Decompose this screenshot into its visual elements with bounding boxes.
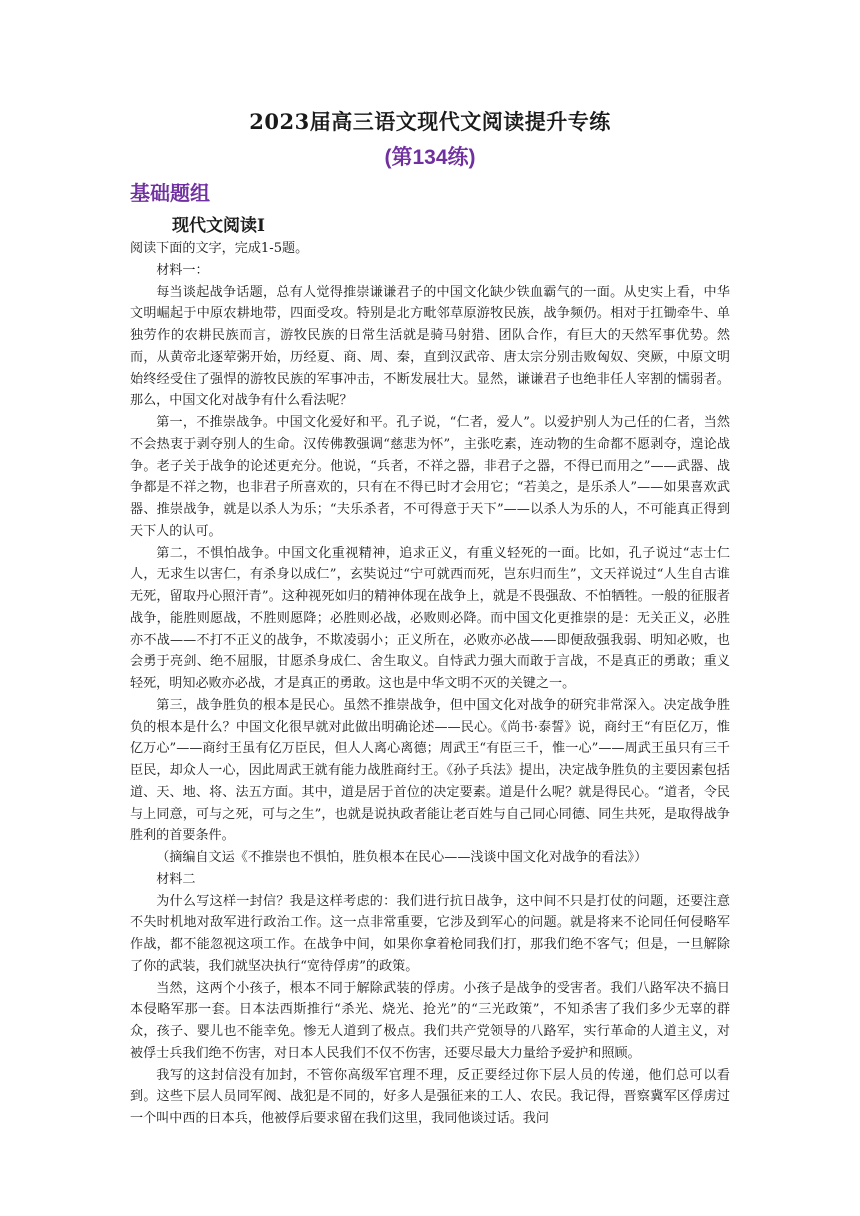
section-heading: 基础题组 [130, 181, 210, 205]
document-subtitle: (第134练) [384, 146, 476, 169]
paragraph: 第三，战争胜负的根本是民心。虽然不推崇战争，但中国文化对战争的研究非常深入。决定战争胜负的根本是什么？中国文化很早就对此做出明确论述——民心。《尚书·泰誓》说，商纣王“有臣亿万，惟亿万心”——商纣王虽有亿万臣民，但人人离心离德；周武王“有臣三千，惟一心”——周武王虽只有三千臣民，却众人一心，因此周武王就有能力战胜商纣王。《孙子兵法》提出，决定战争胜负的主要因素包括道、天、地、将、法五方面。其中，道是居于首位的决定要素。道是什么呢？就是得民心。“道者，令民与上同意，可与之死，可与之生”，也就是说执政者能让老百姓与自己同心同德、同生共死，是取得战争胜利的首要条件。 [130, 697, 730, 844]
document-body [130, 238, 730, 1130]
paragraph: 第二，不惧怕战争。中国文化重视精神，追求正义，有重义轻死的一面。比如，孔子说过“志士仁人，无求生以害仁，有杀身以成仁”，玄奘说过“宁可就西而死，岂东归而生”，文天祥说过“人生自古谁无死，留取丹心照汗青”。这种视死如归的精神体现在战争上，就是不畏强敌、不怕牺牲。一般的征服者战争，能胜则愿战，不胜则愿降；必胜则必战，必败则必降。而中国文化更推崇的是：无关正义，必胜亦不战——不打不正义的战争，不欺凌弱小；正义所在，必败亦必战——即便敌强我弱、明知必败，也会勇于亮剑、绝不屈服，甘愿杀身成仁、舍生取义。自恃武力强大而敢于言战，不是真正的勇敢；重义轻死，明知必败亦必战，才是真正的勇敢。这也是中华文明不灭的关键之一。 [130, 545, 730, 691]
material-two-label: 材料二 [156, 871, 196, 887]
paragraph: 第一，不推崇战争。中国文化爱好和平。孔子说，“仁者，爱人”。以爱护别人为己任的仁者，当然不会热衷于剥夺别人的生命。汉传佛教强调“慈悲为怀”，主张吃素，连动物的生命都不愿剥夺，遑论战争。老子关于战争的论述更充分。他说，“兵者，不祥之器，非君子之器，不得已而用之”——武器、战争都是不祥之物，也非君子所喜欢的，只有在不得已时才会用它；“若美之，是乐杀人”——如果喜欢武器、推崇战争，就是以杀人为乐；“夫乐杀者，不可得意于天下”——以杀人为乐的人，不可能真正得到天下人的认可。 [130, 415, 730, 539]
paragraph: 为什么写这样一封信？我是这样考虑的：我们进行抗日战争，这中间不只是打仗的问题，还要注意不失时机地对敌军进行政治工作。这一点非常重要，它涉及到军心的问题。就是将来不论同任何侵略军作战，都不能忽视这项工作。在战争中间，如果你拿着枪同我们打，那我们绝不客气；但是，一旦解除了你的武装，我们就坚决执行“宽待俘虏”的政策。 [130, 893, 730, 974]
document-title: 2023届高三语文现代文阅读提升专练 [249, 109, 611, 134]
reading-heading: 现代文阅读Ⅰ [172, 216, 265, 236]
material-one-source: （摘编自文运《不推崇也不惧怕，胜负根本在民心——浅谈中国文化对战争的看法》） [156, 850, 648, 865]
paragraph: 我写的这封信没有加封，不管你高级军官理不理，反正要经过你下层人员的传递，他们总可以看到。这些下层人员同军阀、战犯是不同的，好多人是强征来的工人、农民。我记得，晋察冀军区俘虏过一个叫中西的日本兵，他被俘后要求留在我们这里，我同他谈过话。我问 [130, 1067, 730, 1126]
instruction-text: 阅读下面的文字，完成1-5题。 [130, 241, 309, 256]
paragraph: 当然，这两个小孩子，根本不同于解除武装的俘虏。小孩子是战争的受害者。我们八路军决不搞日本侵略军那一套。日本法西斯推行“杀光、烧光、抢光”的“三光政策”，不知杀害了我们多少无辜的群众，孩子、婴儿也不能幸免。惨无人道到了极点。我们共产党领导的八路军，实行革命的人道主义，对被俘士兵我们绝不伤害，对日本人民我们不仅不伤害，还要尽最大力量给予爱护和照顾。 [130, 980, 730, 1061]
material-one-label: 材料一： [156, 262, 209, 278]
paragraph: 每当谈起战争话题，总有人觉得推崇谦谦君子的中国文化缺少铁血霸气的一面。从史实上看，中华文明崛起于中原农耕地带，四面受攻。特别是北方毗邻草原游牧民族，战争频仍。相对于扛锄牵牛、单独劳作的农耕民族而言，游牧民族的日常生活就是骑马射猎、团队合作，有巨大的天然军事优势。然而，从黄帝北逐荤粥开始，历经夏、商、周、秦，直到汉武帝、唐太宗分别击败匈奴、突厥，中原文明始终经受住了强悍的游牧民族的军事冲击，不断发展壮大。显然，谦谦君子也绝非任人宰割的懦弱者。那么，中国文化对战争有什么看法呢？ [130, 284, 730, 409]
